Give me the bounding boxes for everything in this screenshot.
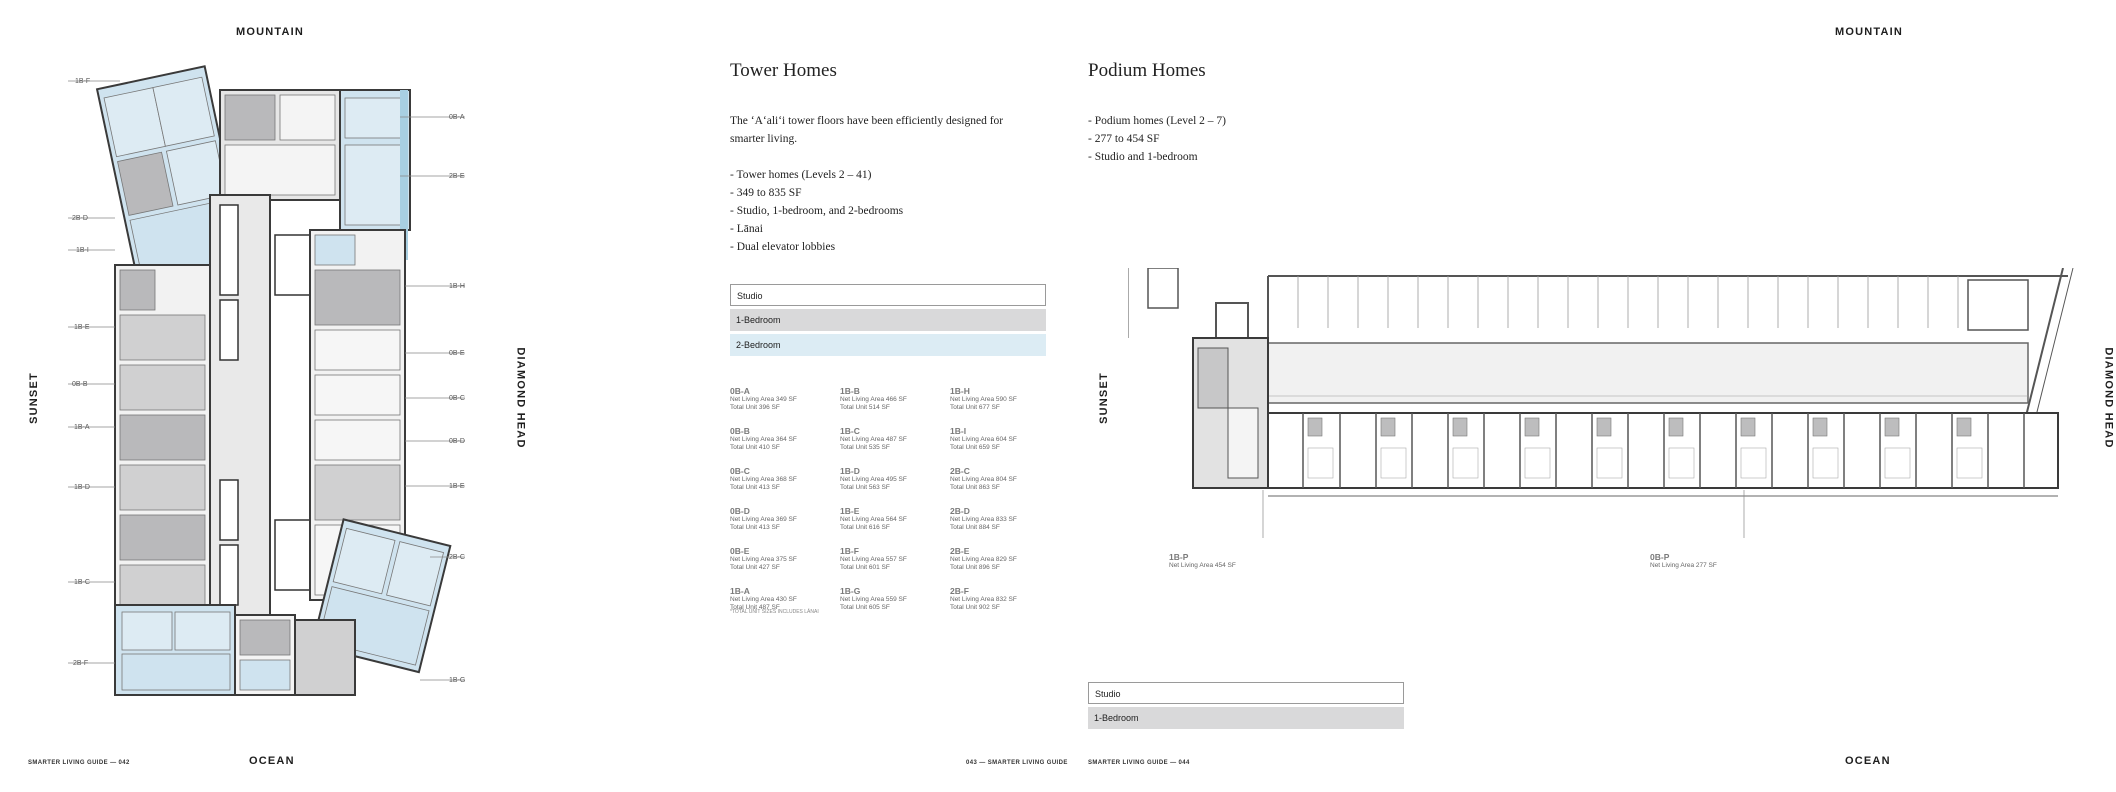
plan-label: 2B-F	[73, 660, 89, 667]
unit-spec: 2B-F Net Living Area 832 SF Total Unit 902 SF	[950, 586, 1017, 611]
section-title: Podium Homes	[1088, 60, 1206, 81]
plan-label: 1B-D	[74, 484, 90, 491]
unit-spec: 1B-A Net Living Area 430 SF Total Unit 487 SF	[730, 586, 797, 611]
feature-item: - Studio and 1-bedroom	[1088, 151, 1198, 163]
plan-label: 1B-H	[449, 283, 465, 290]
spec-footnote: *TOTAL UNIT SIZES INCLUDES LĀNAI	[730, 609, 819, 615]
unit-spec: 1B-E Net Living Area 564 SF Total Unit 616 SF	[840, 506, 907, 531]
plan-label: 1B-G	[449, 677, 466, 684]
legend-studio: Studio	[1088, 682, 1404, 704]
podium-homes-spread	[1088, 0, 2116, 792]
feature-item: - Dual elevator lobbies	[730, 241, 836, 253]
plan-label: 2B-E	[449, 173, 465, 180]
legend-two-bedroom: 2-Bedroom	[730, 334, 1046, 356]
unit-spec: 1B-D Net Living Area 495 SF Total Unit 563 SF	[840, 466, 907, 491]
plan-label: 1B-I	[76, 247, 89, 254]
unit-spec: 2B-C Net Living Area 804 SF Total Unit 863 SF	[950, 466, 1017, 491]
plan-parking-stalls	[1298, 276, 1958, 328]
feature-item: - 349 to 835 SF	[730, 187, 802, 199]
feature-item: - Tower homes (Levels 2 – 41)	[730, 169, 872, 181]
intro-paragraph: The ʻAʻaliʻi tower floors have been efficiently designed for smarter living.	[730, 115, 1004, 145]
plan-label: 0B-C	[449, 395, 465, 402]
compass-bottom-label: OCEAN	[249, 755, 295, 767]
unit-spec-grid	[730, 386, 1060, 612]
plan-label: 0B-E	[449, 350, 465, 357]
unit-spec: 0B-D Net Living Area 369 SF Total Unit 413 SF	[730, 506, 797, 531]
plan-label: 1B-E	[449, 483, 465, 490]
legend-studio: Studio	[730, 284, 1046, 306]
unit-spec: 0B-E Net Living Area 375 SF Total Unit 427 SF	[730, 546, 797, 571]
unit-spec: 1B-B Net Living Area 466 SF Total Unit 514 SF	[840, 386, 907, 411]
plan-label: 1B-F	[75, 78, 91, 85]
plan-label: 2B-C	[449, 554, 465, 561]
podium-unit-label: 1B-P Net Living Area 454 SF	[1169, 552, 1236, 569]
plan-label: 1B-A	[74, 424, 90, 431]
plan-label: 2B-D	[72, 215, 88, 222]
legend-one-bedroom: 1-Bedroom	[730, 309, 1046, 331]
unit-spec: 1B-F Net Living Area 557 SF Total Unit 601 SF	[840, 546, 907, 571]
unit-spec: 1B-I Net Living Area 604 SF Total Unit 659 SF	[950, 426, 1017, 451]
plan-label: 0B-A	[449, 114, 465, 121]
compass-right-label: DIAMOND HEAD	[514, 347, 527, 449]
plan-core	[210, 195, 310, 615]
plan-left-column	[115, 265, 210, 610]
page-footer-left: SMARTER LIVING GUIDE — 042	[28, 760, 130, 766]
compass-left-label: SUNSET	[1097, 372, 1110, 424]
compass-right-label: DIAMOND HEAD	[2102, 347, 2115, 449]
unit-spec: 2B-E Net Living Area 829 SF Total Unit 896 SF	[950, 546, 1017, 571]
plan-label: 0B-B	[72, 381, 88, 388]
plan-bottom-right-unit	[295, 620, 355, 695]
unit-spec: 0B-B Net Living Area 364 SF Total Unit 410 SF	[730, 426, 797, 451]
plan-corridor	[1268, 343, 2028, 403]
unit-spec: 2B-D Net Living Area 833 SF Total Unit 884 SF	[950, 506, 1017, 531]
feature-list	[1088, 112, 1226, 166]
page-footer-right: 043 — SMARTER LIVING GUIDE	[966, 760, 1068, 766]
unit-spec: 1B-G Net Living Area 559 SF Total Unit 605 SF	[840, 586, 907, 611]
feature-item: - Podium homes (Level 2 – 7)	[1088, 115, 1226, 127]
plan-label: 1B-E	[74, 324, 90, 331]
compass-bottom-label: OCEAN	[1845, 755, 1891, 767]
tower-floor-plan	[60, 60, 520, 700]
plan-label: 0B-D	[449, 438, 465, 445]
compass-top-label: MOUNTAIN	[236, 26, 305, 38]
plan-unit-row	[1268, 413, 2058, 488]
plan-label: 1B-C	[74, 579, 90, 586]
section-title: Tower Homes	[730, 60, 837, 81]
unit-spec: 1B-C Net Living Area 487 SF Total Unit 535 SF	[840, 426, 907, 451]
feature-list	[730, 166, 903, 256]
compass-top-label: MOUNTAIN	[1835, 26, 1904, 38]
unit-spec: 1B-H Net Living Area 590 SF Total Unit 677 SF	[950, 386, 1017, 411]
feature-item: - 277 to 454 SF	[1088, 133, 1160, 145]
page-footer-left: SMARTER LIVING GUIDE — 044	[1088, 760, 1190, 766]
feature-item: - Studio, 1-bedroom, and 2-bedrooms	[730, 205, 904, 217]
unit-spec: 0B-A Net Living Area 349 SF Total Unit 396 SF	[730, 386, 797, 411]
podium-floor-plan	[1128, 268, 2088, 578]
legend-one-bedroom: 1-Bedroom	[1088, 707, 1404, 729]
feature-item: - Lānai	[730, 223, 763, 235]
podium-unit-label: 0B-P Net Living Area 277 SF	[1650, 552, 1717, 569]
unit-spec: 0B-C Net Living Area 368 SF Total Unit 413 SF	[730, 466, 797, 491]
compass-left-label: SUNSET	[27, 372, 40, 424]
